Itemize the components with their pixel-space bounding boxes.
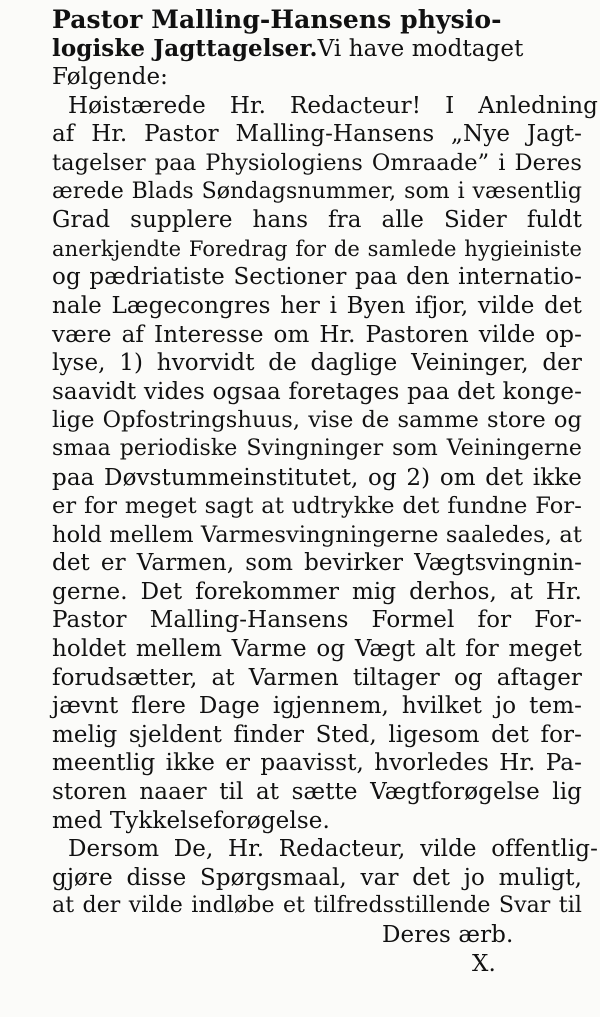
- headline-line-1: [52, 6, 582, 35]
- closing-line: Dersom De, Hr. Redacteur, vilde offentlig-: [68, 836, 598, 863]
- signoff: Deres ærb.: [382, 922, 514, 948]
- headline-line-2: [52, 35, 582, 64]
- body-line: og pædriatiste Sectioner paa den internatio-: [52, 264, 582, 291]
- headline-part-1: Pastor Malling-Hansens physio-: [52, 5, 502, 34]
- body-line: smaa periodiske Svingninger som Veiningerne: [52, 435, 582, 461]
- body-line-last: med Tykkelseforøgelse.: [52, 807, 330, 834]
- body-line: saavidt vides ogsaa foretages paa det konge-: [52, 378, 582, 405]
- intro-rest: Vi have modtaget: [317, 35, 524, 62]
- intro-followed: Følgende:: [52, 64, 169, 91]
- body-line: være af Interesse om Hr. Pastoren vilde op-: [52, 321, 582, 348]
- body-line: storen naaer til at sætte Vægtforøgelse lig: [52, 779, 582, 806]
- body-line: lyse, 1) hvorvidt de daglige Veininger, der: [52, 350, 582, 377]
- intro-line-2: [52, 63, 582, 92]
- body-line: melig sjeldent finder Sted, ligesom det for-: [52, 721, 582, 748]
- body-line: hold mellem Varmesvingningerne saaledes, at: [52, 521, 582, 548]
- body-line: paa Døvstummeinstitutet, og 2) om det ikke: [52, 464, 582, 491]
- body-line: nale Lægecongres her i Byen ifjor, vilde det: [52, 292, 582, 319]
- body-line: Høistærede Hr. Redacteur! I Anledning: [68, 92, 598, 119]
- body-line: lige Opfostringshuus, vise de samme store og: [52, 407, 582, 434]
- body-line: holdet mellem Varme og Vægt alt for meget: [52, 636, 582, 663]
- body-line: af Hr. Pastor Malling-Hansens „Nye Jagt-: [52, 121, 582, 148]
- signature: X.: [472, 950, 496, 977]
- body-line: tagelser paa Physiologiens Omraade” i Deres: [52, 149, 582, 176]
- body-line: jævnt flere Dage igjennem, hvilket jo tem-: [52, 693, 582, 720]
- closing-line: gjøre disse Spørgsmaal, var det jo muligt,: [52, 864, 582, 891]
- headline-part-2: logiske Jagttagelser.: [52, 34, 318, 62]
- body-line: gerne. Det forekommer mig derhos, at Hr.: [52, 578, 582, 605]
- body-line: meentlig ikke er paavisst, hvorledes Hr. Pa-: [52, 750, 582, 777]
- closing-line: at der vilde indløbe et tilfredsstillende Svar til: [52, 893, 582, 919]
- body-line: Pastor Malling-Hansens Formel for For-: [52, 607, 582, 634]
- body-line: forudsætter, at Varmen tiltager og aftager: [52, 664, 582, 691]
- body-line: Grad supplere hans fra alle Sider fuldt: [52, 207, 582, 234]
- body-line: det er Varmen, som bevirker Vægtsvingnin-: [52, 550, 582, 577]
- body-line: ærede Blads Søndagsnummer, som i væsentlig: [52, 178, 582, 204]
- body-line: anerkjendte Foredrag for de samlede hygieiniste: [52, 236, 582, 261]
- body-line: er for meget sagt at udtrykke det fundne For-: [52, 493, 582, 520]
